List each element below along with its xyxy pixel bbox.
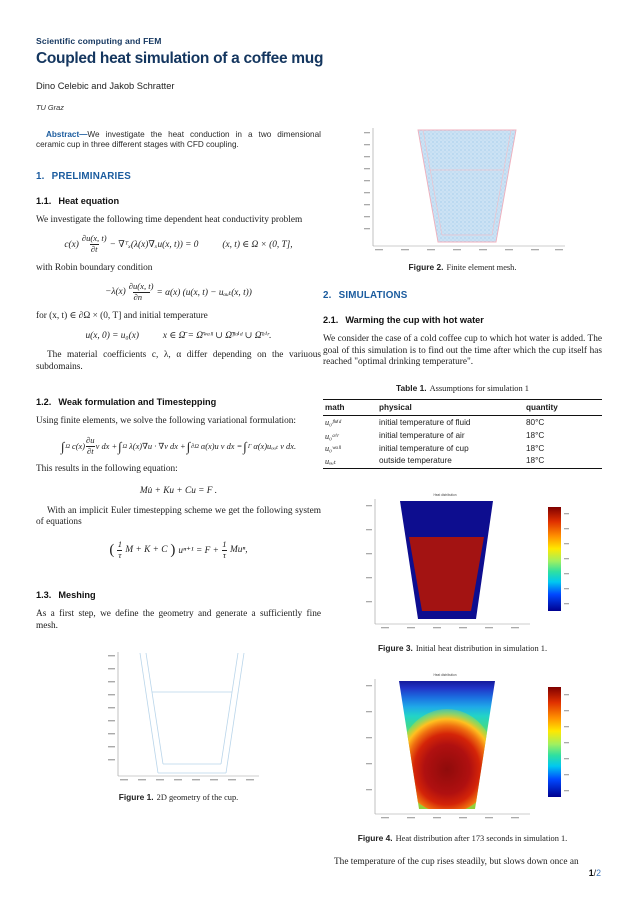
affiliation: TU Graz xyxy=(36,103,64,112)
figure-3-heat-plot xyxy=(345,489,580,637)
paragraph-initial: for (x, t) ∈ ∂Ω × (0, T] and initial temperature xyxy=(36,310,208,321)
table-row: uₒᵤₜ outside temperature 18°C xyxy=(325,456,545,466)
equation-weak-form: ∫ Ω c(x) $\frac{\partial u}{\partial t}$ v dx + ∫ Ω λ(x)∇u · ∇v dx + ∫ ∂Ω α(x)u v dx = ∫ Γ α(x)uₒᵤₜ v dx. xyxy=(60,434,297,456)
col-header-physical: physical xyxy=(377,399,524,415)
section-2-1-heading: 2.1. Warming the cup with hot water xyxy=(323,315,484,325)
fraction: $\frac{1}{\tau}$ xyxy=(222,538,227,560)
paragraph-meshing: As a first step, we define the geometry and generate a sufficiently fine mesh. xyxy=(36,609,321,631)
fraction: $\frac{1}{\tau}$ xyxy=(117,538,123,560)
section-2-heading: 2. SIMULATIONS xyxy=(323,290,408,301)
series-kicker: Scientific computing and FEM xyxy=(36,36,162,46)
page-number: 1/2 xyxy=(588,868,601,878)
fluid-hot-region xyxy=(409,537,484,611)
figure-2-caption: Figure 2. Finite element mesh. xyxy=(408,262,517,272)
page-title: Coupled heat simulation of a coffee mug xyxy=(36,50,324,67)
col-header-math: math xyxy=(323,399,377,415)
right-column xyxy=(323,36,602,868)
figure-4 xyxy=(323,669,602,843)
fraction: $\frac{\partial u}{\partial t}$ xyxy=(86,434,95,456)
table-row: u₀ᶠˡᵘⁱᵈ initial temperature of fluid 80°C xyxy=(325,417,545,428)
authors: Dino Celebic and Jakob Schratter xyxy=(36,81,175,91)
figure-3-caption: Figure 3. Initial heat distribution in simulation 1. xyxy=(377,642,548,653)
paragraph-heat-intro: We investigate the following time dependent heat conductivity problem xyxy=(36,214,303,225)
section-1-3-heading: 1.3. Meshing xyxy=(36,590,96,601)
table-1-caption: Table 1. Assumptions for simulation 1 xyxy=(396,382,529,393)
paragraph-robin: with Robin boundary condition xyxy=(36,262,153,273)
equation-system: Mu̇ + Ku + Cu = F . xyxy=(139,485,218,496)
figure-1-caption: Figure 1. 2D geometry of the cup. xyxy=(118,792,239,803)
abstract-text: We investigate the heat conduction in a two dimensional ceramic cup in three different stages with CFD coupling. xyxy=(36,130,321,150)
section-1-heading: 1. PRELIMINARIES xyxy=(36,170,131,182)
figure-1-geometry-plot xyxy=(94,648,264,786)
paragraph-euler: With an implicit Euler timestepping scheme we get the following system of equations xyxy=(36,505,321,528)
abstract-dash: — xyxy=(79,130,88,139)
fraction: $\frac{\partial u(x, t)}{\partial t}$ xyxy=(81,233,107,255)
equation-robin: −λ(x) $\frac{\partial u(x, t)}{\partial n⃗}$ = α(x) (u(x, t) − uₒᵤₜ(x, t)) xyxy=(105,281,252,302)
equation-initial: u(x, 0) = u₀(x) x ∈ Ω̄ = Ω̄ʷᵃˡˡ ∪ Ω̄ᶠˡᵘⁱᵈ ∪ Ω̄ᵃⁱʳ. xyxy=(85,330,272,342)
mesh-region xyxy=(418,130,516,242)
table-row: u₀ʷᵃˡˡ initial temperature of cup 18°C xyxy=(325,443,545,453)
equation-euler: ( $\frac{1}{\tau}$ M + K + C ) uⁿ⁺¹ = F + $\frac{1}{\tau}$ Muⁿ, xyxy=(109,538,248,560)
abstract xyxy=(36,130,321,151)
paragraph-sim-intro: We consider the case of a cold coffee cup to which hot water is added. The goal of this simulation is to find out the time after which the cup itself has reached "optimal drinking temperature". xyxy=(323,334,602,368)
cup-outline xyxy=(140,653,244,773)
paragraph-coefficients: The material coefficients c, λ, α differ depending on the variuous subdomains. xyxy=(36,350,321,372)
section-1-2-heading: 1.2. Weak formulation and Timestepping xyxy=(36,397,217,408)
colorbar xyxy=(548,687,561,797)
abstract-label: Abstract xyxy=(46,130,80,139)
temperature-field xyxy=(395,679,500,813)
figure-2 xyxy=(323,124,602,272)
figure-1 xyxy=(36,648,321,802)
section-1-1-heading: 1.1. Heat equation xyxy=(36,195,120,206)
plot-title: Heat distribution xyxy=(433,672,457,677)
assumptions-table xyxy=(323,399,602,469)
fraction: $\frac{\partial u(x, t)}{\partial n⃗}$ xyxy=(128,281,154,302)
figure-2-mesh-plot xyxy=(355,124,570,256)
paragraph-results-in: This results in the following equation: xyxy=(36,464,178,475)
figure-3 xyxy=(323,489,602,653)
table-header-row xyxy=(323,399,602,415)
plot-title: Heat distribution xyxy=(433,492,457,497)
figure-4-caption: Figure 4. Heat distribution after 173 seconds in simulation 1. xyxy=(357,832,568,843)
figure-4-heat-plot xyxy=(345,669,580,827)
paragraph-weak-intro: Using finite elements, we solve the following variational formulation: xyxy=(36,416,296,427)
table-row: u₀ᵃⁱʳ initial temperature of air 18°C xyxy=(325,431,545,441)
left-column xyxy=(36,36,324,803)
colorbar xyxy=(548,507,561,611)
col-header-quantity: quantity xyxy=(524,399,602,415)
paragraph-closing: The temperature of the cup rises steadily, but slows down once an xyxy=(334,856,579,867)
equation-heat: c(x) $\frac{\partial u(x, t)}{\partial t}$ − ∇ᵀₓ(λ(x)∇ₓu(x, t)) = 0 (x, t) ∈ Ω × (0, T], xyxy=(64,233,293,255)
